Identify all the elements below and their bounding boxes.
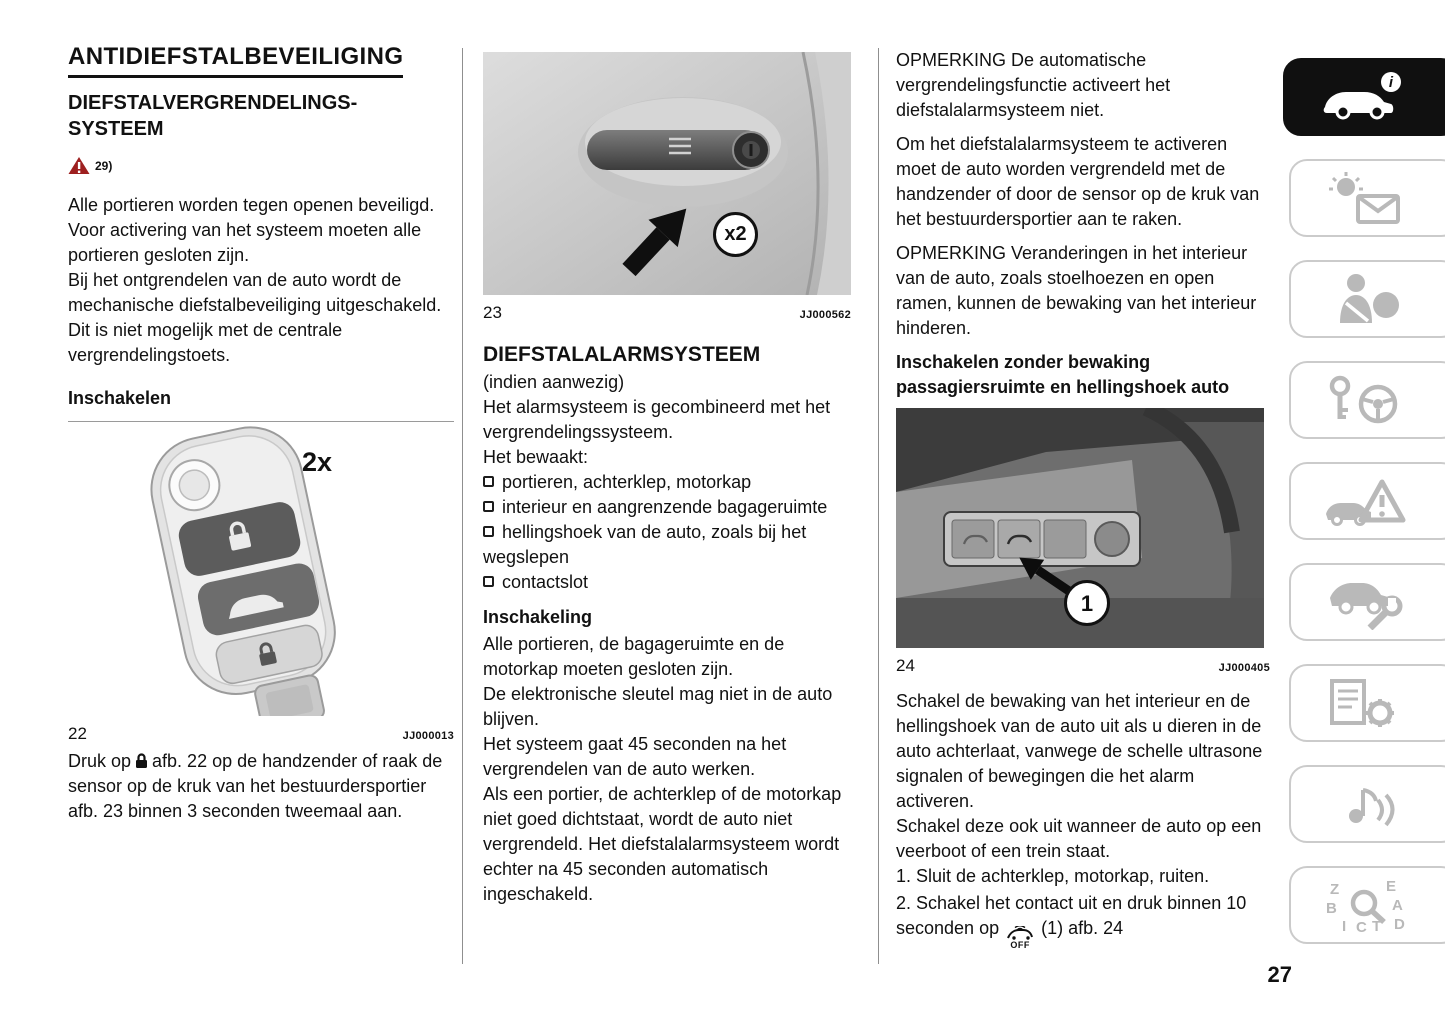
paragraph: Alle portieren worden tegen openen beveiligd. Voor activering van het systeem moeten alle portieren gesloten zijn. (68, 195, 435, 265)
checkbox-bullet-icon (483, 501, 494, 512)
checkbox-bullet-icon (483, 576, 494, 587)
figure-22 (68, 424, 454, 716)
figure-top-rule (68, 421, 454, 422)
paragraph: Bij het ontgrendelen van de auto wordt de mechanische diefstalbeveiliging uitgeschakeld. (68, 270, 442, 315)
paragraph: Dit is niet mogelijk met de centrale vergrendelingstoets. (68, 320, 343, 365)
figure-23 (483, 52, 851, 295)
sidebar-tab-index[interactable] (1289, 866, 1445, 944)
paragraph: Schakel deze ook uit wanneer de auto op een veerboot of een trein staat. (896, 816, 1262, 861)
sidebar-tab-safety[interactable] (1289, 260, 1445, 338)
warning-triangle-car-icon (1322, 473, 1410, 529)
paragraph: Het bewaakt: (483, 447, 589, 467)
multimedia-icon (1322, 776, 1410, 832)
svg-text:I: I (1342, 918, 1347, 933)
figure-code: JJ000013 (402, 730, 454, 742)
section-heading: DIEFSTALVERGRENDELINGS-SYSTEEM (68, 92, 358, 140)
list-item (483, 570, 851, 595)
paragraph: De elektronische sleutel mag niet in de auto blijven. (483, 684, 833, 729)
lock-icon (135, 752, 148, 769)
column-divider-left (462, 48, 463, 964)
svg-text:A: A (1392, 897, 1403, 914)
figure-24-caption (896, 653, 1270, 681)
subheading-disable-monitoring: Inschakelen zonder bewaking passagiersruimte en hellingshoek auto (896, 352, 1230, 397)
figure-code: JJ000562 (799, 309, 851, 321)
text-run: 2. Schakel het contact uit en druk binnen 10 seconden op (896, 893, 1247, 938)
paragraph: Het systeem gaat 45 seconden na het vergrendelen van de auto werken. (483, 734, 787, 779)
paragraph: Schakel de bewaking van het interieur en de hellingshoek van de auto uit als u dieren in de auto achterlaat, vanwege de schelle ultrasone signalen of bewegingen die het alarm activeren. (896, 691, 1263, 811)
sidebar-tab-starting-driving[interactable] (1289, 361, 1445, 439)
checkbox-bullet-icon (483, 526, 494, 537)
sidebar-tab-emergency[interactable] (1289, 462, 1445, 540)
paragraph: Als een portier, de achterklep of de motorkap niet goed dichtstaat, wordt de auto niet vergrendeld. Het diefstalalarmsysteem wordt echter na 45 seconden automatisch ingeschakeld. (483, 784, 842, 904)
car-info-icon (1319, 69, 1407, 125)
subheading-activation: Inschakeling (483, 607, 593, 627)
figure-number: 24 (896, 656, 915, 675)
list-item-text: hellingshoek van de auto, zoals bij het wegslepen (483, 522, 807, 567)
paragraph: Om het diefstalalarmsysteem te activeren moet de auto worden vergrendeld met de handzender of door de sensor op de kruk van het bestuurdersportier aan te raken. (896, 134, 1260, 229)
sidebar-tab-technical-data[interactable] (1289, 664, 1445, 742)
alphabetical-index-icon (1322, 877, 1410, 933)
figure-number: 22 (68, 724, 87, 743)
figure-24 (896, 408, 1270, 648)
warning-triangle-icon (68, 156, 90, 175)
svg-text:B: B (1326, 900, 1337, 917)
page-number: 27 (1267, 962, 1292, 987)
paragraph: Alle portieren, de bagageruimte en de motorkap moeten gesloten zijn. (483, 634, 785, 679)
list-item-text: interieur en aangrenzende bagageruimte (502, 497, 828, 517)
figure-24-callout-1-badge: 1 (1064, 580, 1110, 626)
sidebar-tab-multimedia[interactable] (1289, 765, 1445, 843)
paragraph-with-icon (68, 749, 454, 824)
left-column (68, 44, 454, 824)
text-run: afb. 22 op de handzender of raak de sensor op de kruk van het bestuurdersportier afb. 23 binnen 3 seconden tweemaal aan. (68, 751, 443, 821)
column-divider-right (878, 48, 879, 964)
list-item (483, 520, 851, 570)
section-tab-rail (1283, 58, 1445, 944)
svg-text:Z: Z (1330, 881, 1340, 898)
step-2 (896, 891, 1270, 950)
page-title: ANTIDIEFSTALBEVEILIGING (68, 44, 403, 78)
sidebar-tab-servicing[interactable] (1289, 563, 1445, 641)
svg-text:E: E (1386, 878, 1397, 895)
availability-note: (indien aanwezig) (483, 372, 625, 392)
door-handle-photo (483, 52, 851, 295)
list-item (483, 470, 851, 495)
text-run: Druk op (68, 751, 132, 771)
warning-light-envelope-icon (1322, 170, 1410, 226)
svg-text:i: i (1388, 74, 1394, 91)
warning-note-number: 29) (95, 159, 113, 173)
sidebar-tab-vehicle-info[interactable] (1283, 58, 1445, 136)
figure-code: JJ000405 (1218, 662, 1270, 674)
spec-sheet-gear-icon (1322, 675, 1410, 731)
figure-23-caption (483, 300, 851, 328)
text-run: (1) afb. 24 (1041, 918, 1124, 938)
svg-text:D: D (1394, 916, 1405, 933)
section-heading-alarm: DIEFSTALALARMSYSTEEM (483, 343, 761, 366)
list-item-text: portieren, achterklep, motorkap (502, 472, 752, 492)
right-column (896, 48, 1270, 952)
key-fob-illustration (68, 424, 454, 716)
figure-22-repeat-label: 2x (302, 447, 333, 477)
warning-note (68, 156, 454, 181)
car-wrench-icon (1322, 574, 1410, 630)
note-paragraph: OPMERKING Veranderingen in het interieur van de auto, zoals stoelhoezen en open ramen, kunnen de bewaking van het interieur hinderen. (896, 243, 1257, 338)
checkbox-bullet-icon (483, 476, 494, 487)
svg-text:T: T (1372, 918, 1382, 933)
subheading-enable: Inschakelen (68, 388, 172, 408)
list-item (483, 495, 851, 520)
figure-number: 23 (483, 303, 502, 322)
interior-protection-off-icon (1004, 926, 1036, 950)
svg-text:C: C (1356, 919, 1367, 933)
middle-column (483, 52, 851, 907)
list-item-text: contactslot (502, 572, 589, 592)
airbag-passenger-icon (1322, 271, 1410, 327)
off-label: OFF (1010, 940, 1030, 950)
figure-22-caption (68, 721, 454, 749)
sidebar-tab-warning-lights[interactable] (1289, 159, 1445, 237)
figure-23-x2-badge: x2 (713, 212, 758, 257)
paragraph: Het alarmsysteem is gecombineerd met het vergrendelingssysteem. (483, 397, 831, 442)
key-steering-wheel-icon (1322, 372, 1410, 428)
step-1: 1. Sluit de achterklep, motorkap, ruiten. (896, 866, 1210, 886)
note-paragraph: OPMERKING De automatische vergrendelingsfunctie activeert het diefstalalarmsysteem niet. (896, 50, 1171, 120)
